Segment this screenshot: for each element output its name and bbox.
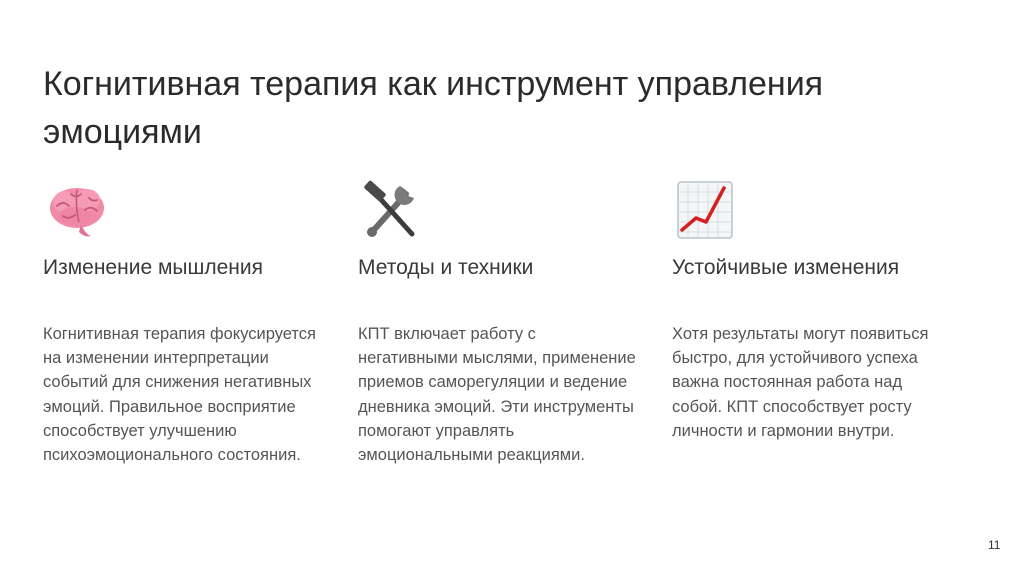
slide-title: Когнитивная терапия как инструмент управления эмоциями: [43, 65, 824, 151]
column-heading: Методы и техники: [358, 256, 534, 279]
column-text: Хотя результаты могут появиться быстро, для устойчивого успеха важна постоянная работа над собой. КПТ способствует росту личности и гармонии внутри.: [672, 325, 929, 440]
column-text: Когнитивная терапия фокусируется на изменении интерпретации событий для снижения негативных эмоций. Правильное восприятие способствует улучшению психоэмоционального состояния.: [43, 325, 316, 465]
page-number: 11: [988, 538, 1001, 552]
hammer-and-wrench-icon: [360, 180, 424, 242]
chart-increasing-icon: [674, 180, 738, 242]
brain-icon: [45, 180, 109, 242]
column-text: КПТ включает работу с негативными мыслями, применение приемов саморегуляции и ведение дневника эмоций. Эти инструменты помогают управлять эмоциональными реакциями.: [358, 325, 636, 465]
column-thinking-change: [43, 180, 333, 465]
column-heading: Устойчивые изменения: [672, 256, 900, 279]
column-heading: Изменение мышления: [43, 256, 263, 279]
column-sustainable-changes: [672, 180, 962, 440]
column-methods: [358, 180, 648, 465]
